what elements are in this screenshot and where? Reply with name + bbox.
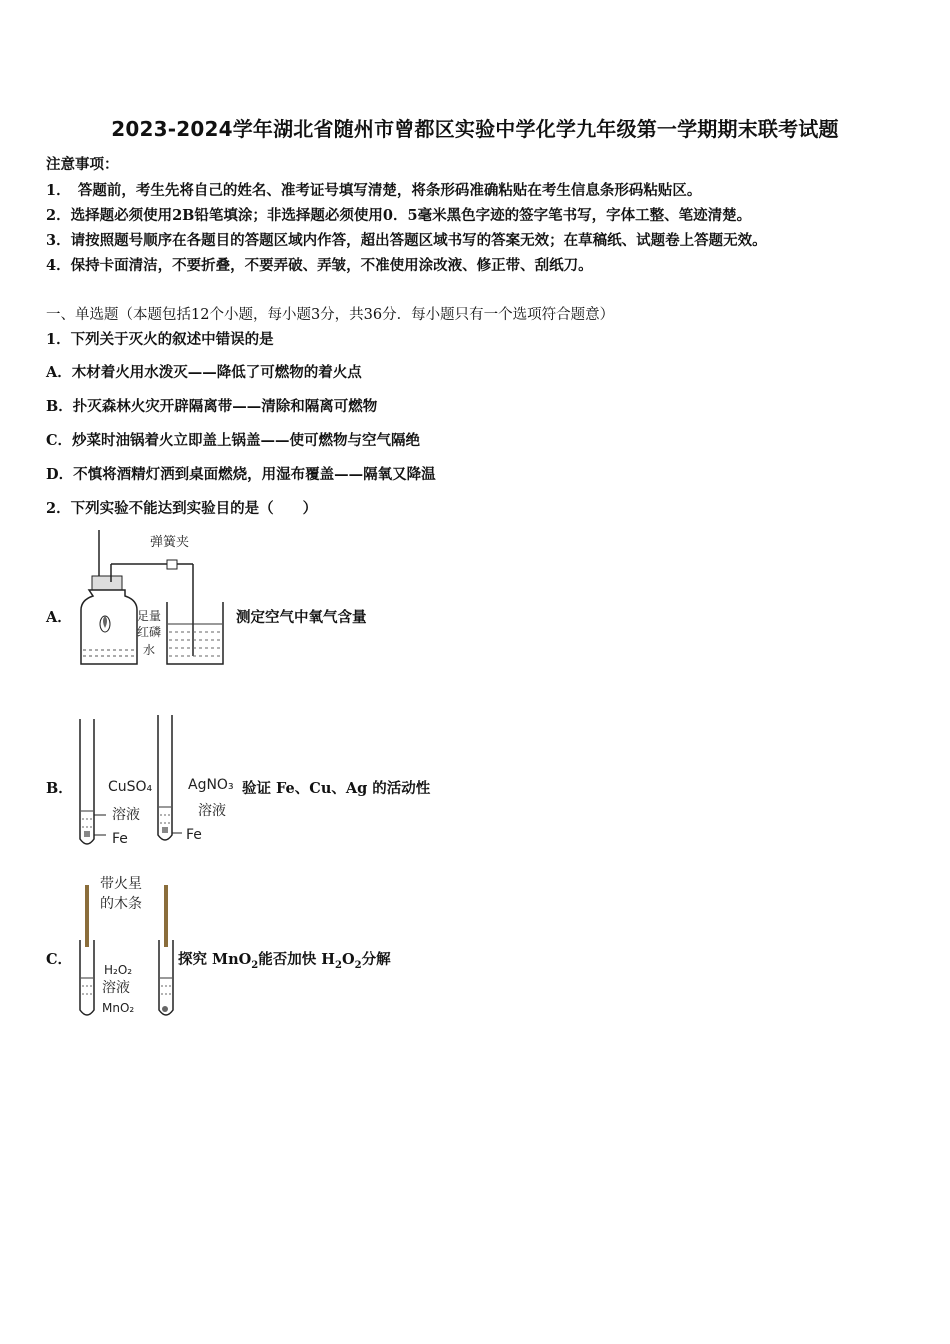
solution-label: 溶液: [198, 803, 226, 819]
option-c-description: 探究 MnO$_2$能否加快 $H_2O_2$分解: [178, 951, 391, 971]
clamp-label: 弹簧夹: [150, 535, 190, 550]
question-stem: 1．下列关于灭火的叙述中错误的是: [46, 331, 274, 348]
cuso4-label: CuSO₄: [108, 779, 153, 795]
catalyst-apparatus: [72, 870, 182, 1025]
phosphorus-label: 红磷: [137, 625, 162, 639]
notice-heading: 注意事项：: [46, 156, 119, 173]
oxygen-measurement-apparatus: [75, 528, 235, 668]
iron-label: Fe: [186, 827, 202, 843]
splint-label: 带火星: [100, 876, 142, 892]
h2o2-label: H₂O₂: [104, 963, 133, 977]
option-b-description: 验证 Fe、Cu、Ag 的活动性: [242, 780, 431, 797]
notice-item: 1． 答题前，考生先将自己的姓名、准考证号填写清楚，将条形码准确粘贴在考生信息条形码粘贴区。: [46, 182, 702, 199]
solution-label: 溶液: [112, 807, 140, 823]
option-c: C．炒菜时油锅着火立即盖上锅盖——使可燃物与空气隔绝: [46, 432, 421, 449]
option-b: B．扑灭森林火灾开辟隔离带——清除和隔离可燃物: [46, 398, 378, 415]
mno2-label: MnO₂: [102, 1001, 135, 1015]
section-heading: 一、单选题（本题包括12个小题，每小题3分，共36分．每小题只有一个选项符合题意）: [46, 307, 615, 323]
option-label-a: A．: [46, 609, 72, 626]
notice-item: 4．保持卡面清洁，不要折叠，不要弄破、弄皱，不准使用涂改液、修正带、刮纸刀。: [46, 257, 593, 274]
option-label-c: C．: [46, 951, 73, 968]
notice-item: 3．请按照题号顺序在各题目的答题区域内作答，超出答题区域书写的答案无效；在草稿纸、试题卷上答题无效。: [46, 232, 767, 249]
phosphorus-label: 足量: [137, 609, 162, 623]
option-d: D．不慎将酒精灯洒到桌面燃烧，用湿布覆盖——隔氧又降温: [46, 466, 436, 483]
question-stem: 2．下列实验不能达到实验目的是（ ）: [46, 500, 318, 517]
agno3-label: AgNO₃: [188, 777, 234, 793]
iron-label: Fe: [112, 831, 128, 847]
splint-label: 的木条: [100, 896, 142, 912]
option-label-b: B．: [46, 780, 73, 797]
water-label: 水: [143, 643, 156, 657]
solution-label: 溶液: [102, 980, 130, 996]
page-title: 2023-2024学年湖北省随州市曾都区实验中学化学九年级第一学期期末联考试题: [111, 117, 839, 141]
option-a: A．木材着火用水泼灭——降低了可燃物的着火点: [46, 364, 362, 381]
notice-item: 2．选择题必须使用2B铅笔填涂；非选择题必须使用0．5毫米黑色字迹的签字笔书写，字体工整、笔迹清楚。: [46, 207, 752, 224]
metal-activity-apparatus: [72, 713, 242, 853]
option-a-description: 测定空气中氧气含量: [236, 609, 367, 626]
